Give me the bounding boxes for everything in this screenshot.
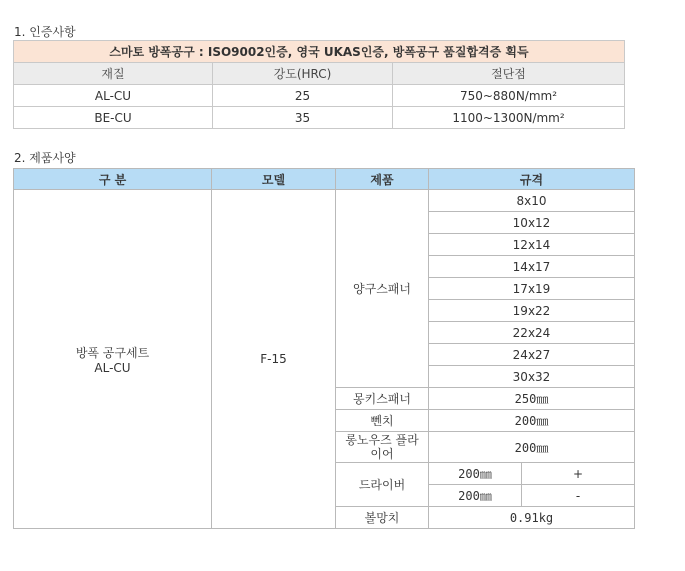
section-title-specs: 2. 제품사양: [14, 151, 76, 165]
product-pliers: 뻰치: [336, 410, 429, 432]
driver-size: 200㎜: [429, 463, 522, 485]
hardness-cell: 25: [213, 85, 393, 107]
spec-size: 30x32: [429, 366, 635, 388]
product-monkey-spanner: 몽키스패너: [336, 388, 429, 410]
header-category: 구 분: [14, 169, 212, 190]
product-hammer: 볼망치: [336, 507, 429, 529]
product-longnose-pliers: 롱노우즈 플라이어: [336, 432, 429, 463]
product-spanner: 양구스패너: [336, 190, 429, 388]
category-material: AL-CU: [94, 360, 131, 375]
category-cell: [14, 190, 212, 529]
material-cell: AL-CU: [14, 85, 213, 107]
driver-type: +: [522, 463, 635, 485]
spec-size: 14x17: [429, 256, 635, 278]
driver-size: 200㎜: [429, 485, 522, 507]
spec-size: 200㎜: [429, 410, 635, 432]
spec-size: 10x12: [429, 212, 635, 234]
material-cell: BE-CU: [14, 107, 213, 129]
header-model: 모델: [212, 169, 336, 190]
spec-size: 19x22: [429, 300, 635, 322]
header-cutting-point: 절단점: [393, 63, 625, 85]
spec-size: 200㎜: [429, 432, 635, 463]
header-product: 제품: [336, 169, 429, 190]
certification-banner: 스마토 방폭공구 : ISO9002인증, 영국 UKAS인증, 방폭공구 품질합격증 획득: [14, 41, 625, 63]
certification-table: [13, 40, 625, 129]
spec-size: 22x24: [429, 322, 635, 344]
cutting-point-cell: 1100~1300N/mm²: [393, 107, 625, 129]
table-row: [14, 107, 625, 129]
model-cell: F-15: [212, 190, 336, 529]
hardness-cell: 35: [213, 107, 393, 129]
section-title-certification: 1. 인증사항: [14, 25, 76, 39]
spec-weight: 0.91kg: [429, 507, 635, 529]
table-row: [14, 85, 625, 107]
cutting-point-cell: 750~880N/mm²: [393, 85, 625, 107]
product-driver: 드라이버: [336, 463, 429, 507]
spec-size: 17x19: [429, 278, 635, 300]
spec-size: 24x27: [429, 344, 635, 366]
spec-size: 12x14: [429, 234, 635, 256]
spec-table: [13, 168, 635, 529]
spec-size: 8x10: [429, 190, 635, 212]
header-material: 재질: [14, 63, 213, 85]
header-hardness: 강도(HRC): [213, 63, 393, 85]
header-spec: 규격: [429, 169, 635, 190]
driver-type: -: [522, 485, 635, 507]
category-name: 방폭 공구세트: [75, 345, 150, 360]
spec-size: 250㎜: [429, 388, 635, 410]
